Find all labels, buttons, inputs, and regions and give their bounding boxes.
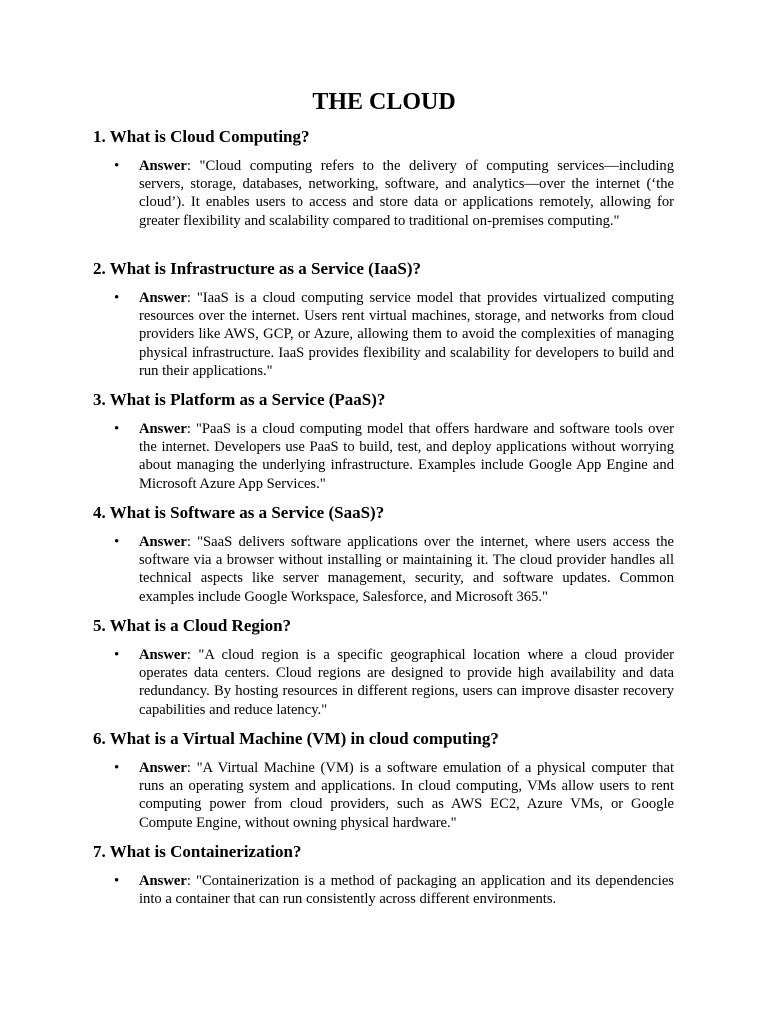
- answer-text: [139, 759, 674, 832]
- bullet-icon: •: [114, 760, 120, 776]
- question-heading: 2. What is Infrastructure as a Service (IaaS)?: [93, 259, 422, 278]
- answer-body: : "IaaS is a cloud computing service model that provides virtualized computing resources over the internet. Users rent virtual machines, storage, and networks from cloud providers like AWS, GCP, or Azure, allowing them to avoid the complexities of managing physical infrastructure. IaaS provides flexibility and scalability for developers to build and run their applications.": [139, 290, 674, 379]
- question-heading: 6. What is a Virtual Machine (VM) in cloud computing?: [93, 729, 499, 748]
- bullet-icon: •: [114, 647, 120, 663]
- bullet-icon: •: [114, 873, 120, 889]
- question-heading: 3. What is Platform as a Service (PaaS)?: [93, 390, 386, 409]
- question-heading: 5. What is a Cloud Region?: [93, 616, 292, 635]
- answer-text: [139, 872, 674, 908]
- answer-body: : "A cloud region is a specific geographical location where a cloud provider operates data centers. Cloud regions are designed to provide high availability and data redundancy. By hosting resources in different regions, users can improve disaster recovery capabilities and reduce latency.": [139, 647, 674, 718]
- answer-label: Answer: [139, 421, 187, 437]
- answer-body: : "SaaS delivers software applications over the internet, where users access the software via a browser without installing or maintaining it. The cloud provider handles all technical aspects like server management, security, and software updates. Common examples include Google Workspace, Salesforce, and Microsoft 365.": [139, 534, 674, 605]
- answer-label: Answer: [139, 647, 187, 663]
- answer-label: Answer: [139, 158, 187, 174]
- bullet-icon: •: [114, 158, 120, 174]
- answer-label: Answer: [139, 534, 187, 550]
- answer-body: : "PaaS is a cloud computing model that offers hardware and software tools over the internet. Developers use PaaS to build, test, and deploy applications without worrying about managing the underlying infrastructure. Examples include Google App Engine and Microsoft Azure App Services.": [139, 421, 674, 492]
- question-heading: 1. What is Cloud Computing?: [93, 127, 310, 146]
- bullet-icon: •: [114, 421, 120, 437]
- answer-text: [139, 420, 674, 493]
- answer-label: Answer: [139, 873, 187, 889]
- bullet-icon: •: [114, 534, 120, 550]
- question-heading: 7. What is Containerization?: [93, 842, 302, 861]
- answer-text: [139, 157, 674, 230]
- answer-text: [139, 533, 674, 606]
- document-title: THE CLOUD: [312, 89, 456, 115]
- answer-body: : "A Virtual Machine (VM) is a software emulation of a physical computer that runs an operating system and applications. In cloud computing, VMs allow users to rent computing power from cloud providers, such as AWS EC2, Azure VMs, or Google Compute Engine, without owning physical hardware.": [139, 760, 674, 831]
- answer-text: [139, 646, 674, 719]
- bullet-icon: •: [114, 290, 120, 306]
- question-heading: 4. What is Software as a Service (SaaS)?: [93, 503, 385, 522]
- answer-body: : "Containerization is a method of packaging an application and its dependencies into a container that can run consistently across different environments.: [139, 873, 674, 908]
- answer-label: Answer: [139, 760, 187, 776]
- answer-label: Answer: [139, 290, 187, 306]
- answer-text: [139, 289, 674, 380]
- answer-body: : "Cloud computing refers to the delivery of computing services—including servers, storage, databases, networking, software, and analytics—over the internet (‘the cloud’). It enables users to access and store data or applications remotely, allowing for greater flexibility and scalability compared to traditional on-premises computing.": [139, 158, 674, 229]
